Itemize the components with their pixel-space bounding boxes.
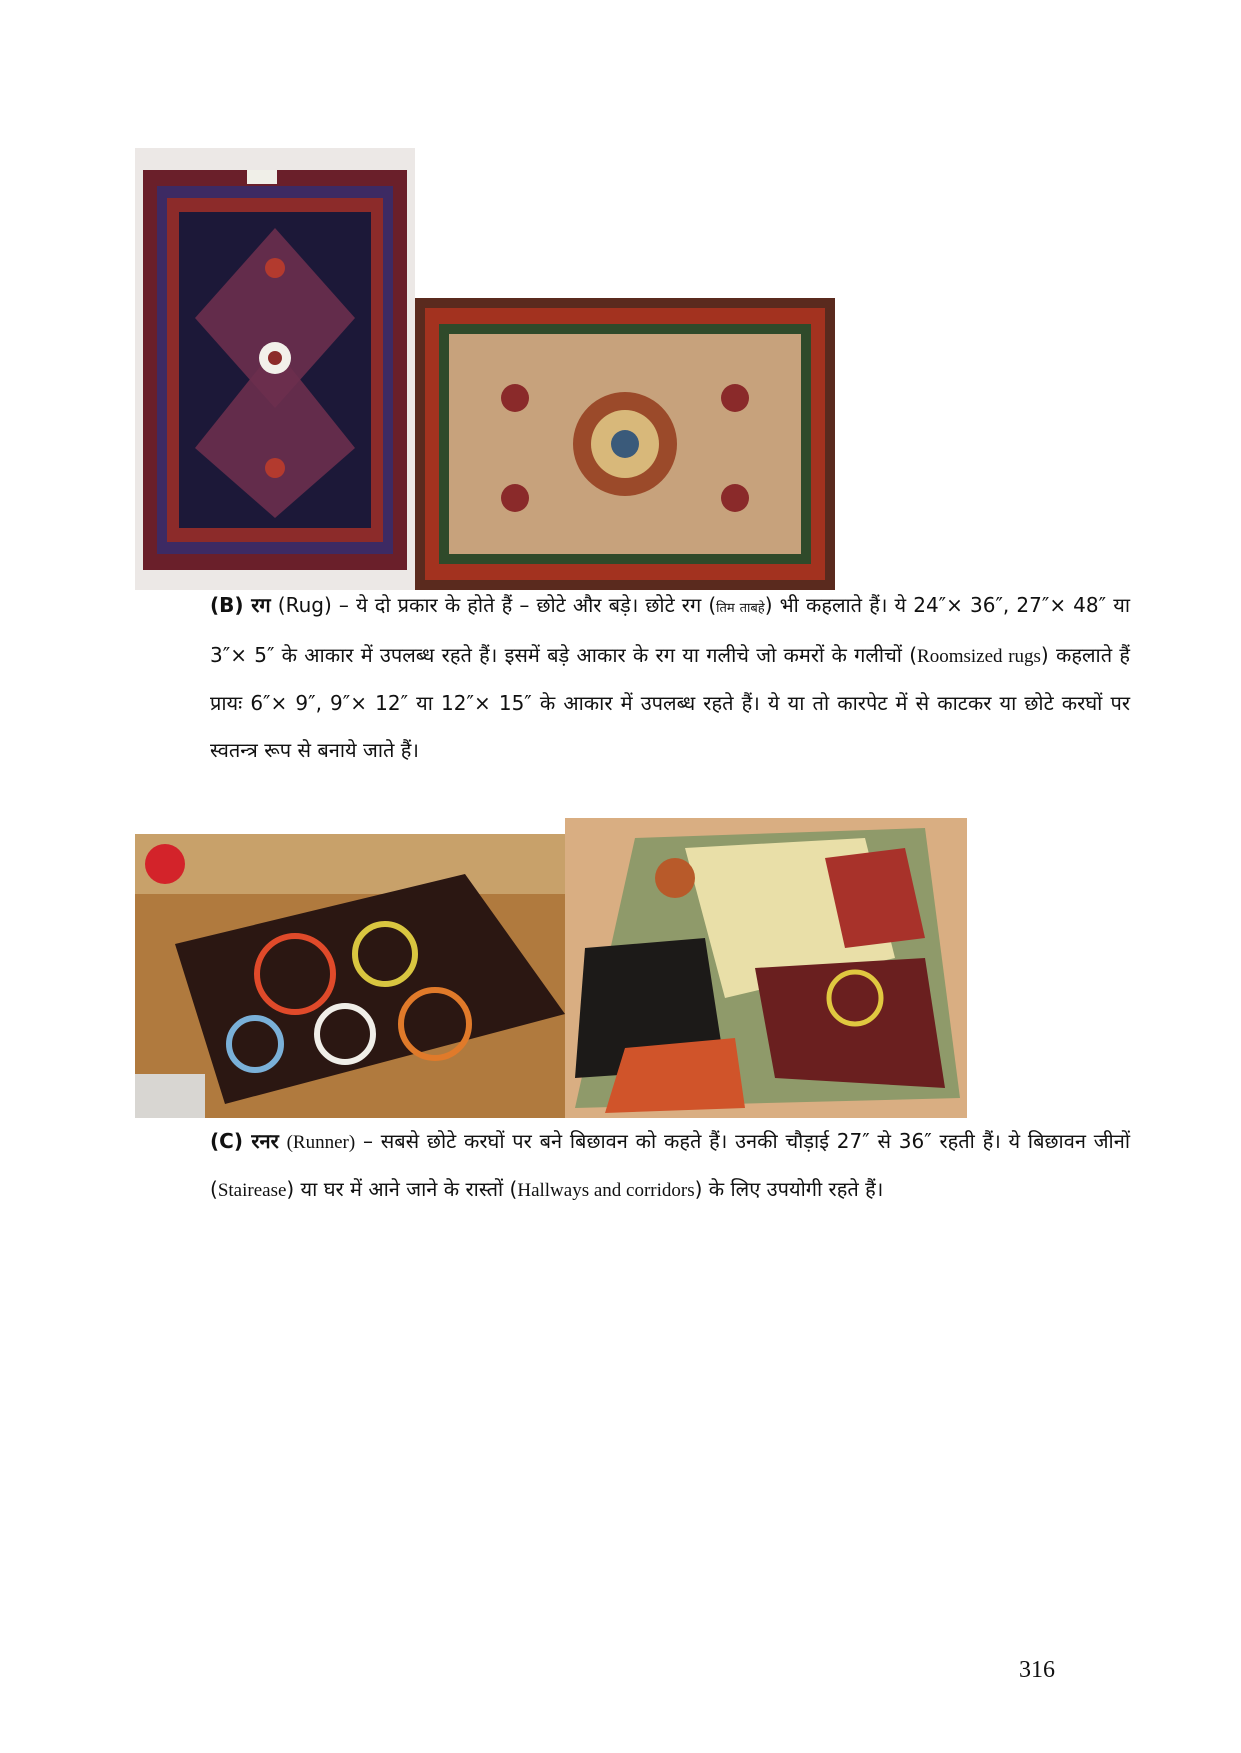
persian-rug-horizontal-image: [415, 298, 835, 590]
section-b-paragraph: (B) रग (Rug) – ये दो प्रकार के होते हैं – छोटे और बड़े। छोटे रग (तिम ताबहे) भी कहलाते हैं। ये 24″× 36″, 27″× 48″ या 3″× 5″ के आकार में उपलब्ध रहते हैं। इसमें बड़े आकार के रग या गलीचे जो कमरों के गलीचों (Roomsized rugs) कहलाते हैं प्रायः 6″× 9″, 9″× 12″ या 12″× 15″ के आकार में उपलब्ध रहते हैं। ये या तो कारपेट में से काटकर या छोटे करघों पर स्वतन्त्र रूप से बनाये जाते हैं।: [210, 593, 1130, 762]
section-b-label: (B) रग: [210, 593, 271, 617]
section-c-paragraph: (C) रनर (Runner) – सबसे छोटे करघों पर बने बिछावन को कहते हैं। उनकी चौड़ाई 27″ से 36″ रहती हैं। ये बिछावन जीनों (Stairease) या घर में आने जाने के रास्तों (Hallways and corridors) के लिए उपयोगी रहते हैं।: [210, 1129, 1131, 1201]
page-number: 316: [1019, 1657, 1055, 1683]
abstract-rug-image: [565, 818, 967, 1118]
section-c-label: (C) रनर: [210, 1129, 279, 1153]
persian-rug-vertical-image: [135, 148, 415, 590]
circles-rug-image: [135, 834, 565, 1118]
